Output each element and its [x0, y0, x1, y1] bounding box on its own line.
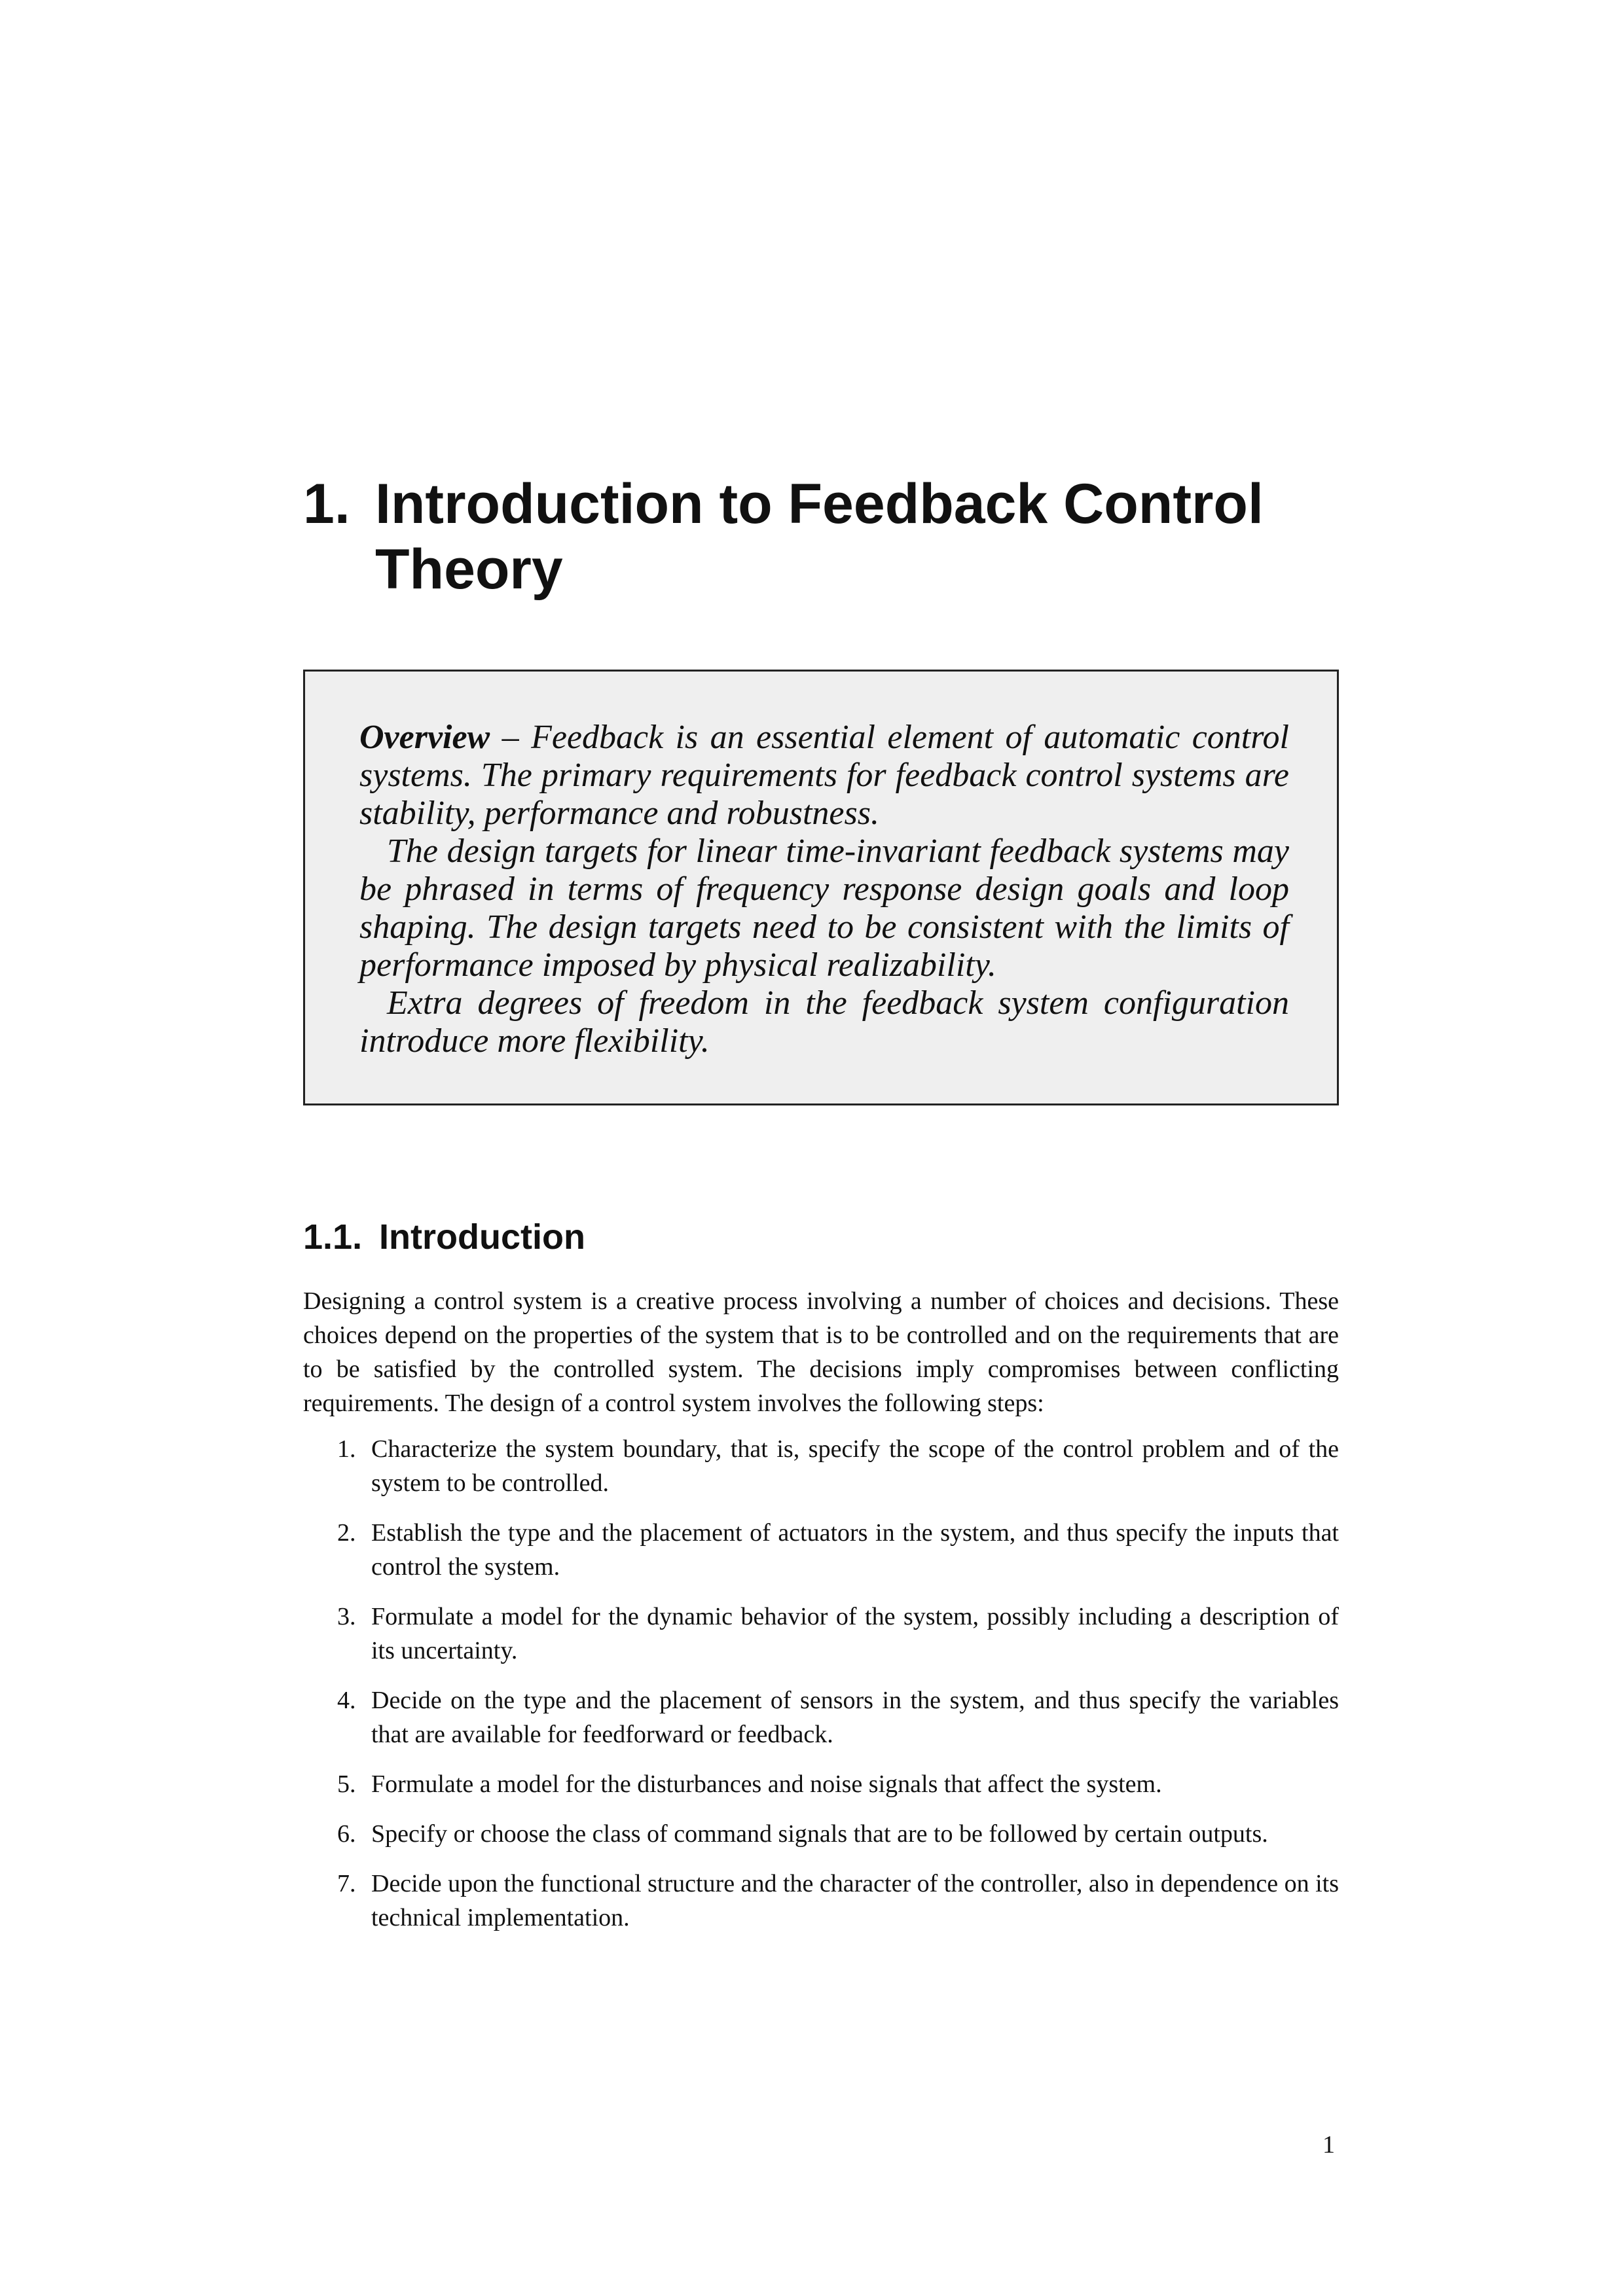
overview-label: Overview	[359, 719, 490, 756]
page-number: 1	[1322, 2131, 1335, 2159]
overview-text	[359, 719, 1289, 1060]
list-item-text: Formulate a model for the dynamic behavior of the system, possibly including a description of its uncertainty.	[371, 1603, 1339, 1664]
list-item-text: Specify or choose the class of command signals that are to be followed by certain outputs.	[371, 1820, 1268, 1848]
section-title-text: Introduction	[379, 1217, 585, 1257]
list-item-text: Decide on the type and the placement of sensors in the system, and thus specify the variables that are available for feedforward or feedback.	[371, 1687, 1339, 1748]
list-item-text: Decide upon the functional structure and the character of the controller, also in dependence on its technical implementation.	[371, 1870, 1339, 1931]
chapter-title	[303, 471, 1416, 602]
overview-dash: –	[490, 719, 532, 756]
list-item-number: 5.	[337, 1770, 356, 1798]
list-item-text: Characterize the system boundary, that is, specify the scope of the control problem and of the system to be controlled.	[371, 1435, 1339, 1497]
list-item	[303, 1516, 1339, 1584]
list-item	[303, 1600, 1339, 1668]
list-item	[303, 1432, 1339, 1500]
chapter-title-line1	[303, 471, 1416, 537]
list-item-text: Formulate a model for the disturbances and noise signals that affect the system.	[371, 1770, 1162, 1798]
list-item-number: 6.	[337, 1820, 356, 1848]
design-steps-list	[303, 1432, 1339, 1950]
chapter-title-text-line1: Introduction to Feedback Control	[375, 473, 1264, 535]
overview-paragraph-3: Extra degrees of freedom in the feedback system configuration introduce more flexibility.	[359, 984, 1289, 1060]
list-item-number: 4.	[337, 1687, 356, 1714]
section-number: 1.1.	[303, 1217, 363, 1257]
list-item	[303, 1767, 1339, 1801]
list-item-text: Establish the type and the placement of actuators in the system, and thus specify the inputs that control the system.	[371, 1519, 1339, 1581]
chapter-title-text-line2: Theory	[375, 538, 563, 601]
list-item-number: 2.	[337, 1519, 356, 1547]
section-title	[303, 1216, 585, 1258]
overview-paragraph-2: The design targets for linear time-invariant feedback systems may be phrased in terms of frequency response design goals and loop shaping. The design targets need to be consistent with the limits of performance imposed by physical realizability.	[359, 833, 1289, 984]
list-item-number: 7.	[337, 1870, 356, 1897]
list-item-number: 3.	[337, 1603, 356, 1630]
overview-paragraph-1	[359, 719, 1289, 833]
overview-box	[303, 670, 1339, 1105]
list-item	[303, 1817, 1339, 1851]
overview-paragraph-1-text: Feedback is an essential element of automatic control systems. The primary requirements for feedback control systems are stability, performance and robustness.	[359, 719, 1290, 832]
list-item	[303, 1867, 1339, 1935]
list-item-number: 1.	[337, 1435, 356, 1463]
section-intro-paragraph: Designing a control system is a creative process involving a number of choices and decisions. These choices depend on the properties of the system that is to be controlled and on the requirements that are to be satisfied by the controlled system. The decisions imply compromises between conflicting requirements. The design of a control system involves the following steps:	[303, 1287, 1339, 1417]
chapter-number: 1.	[303, 473, 350, 535]
list-item	[303, 1683, 1339, 1751]
